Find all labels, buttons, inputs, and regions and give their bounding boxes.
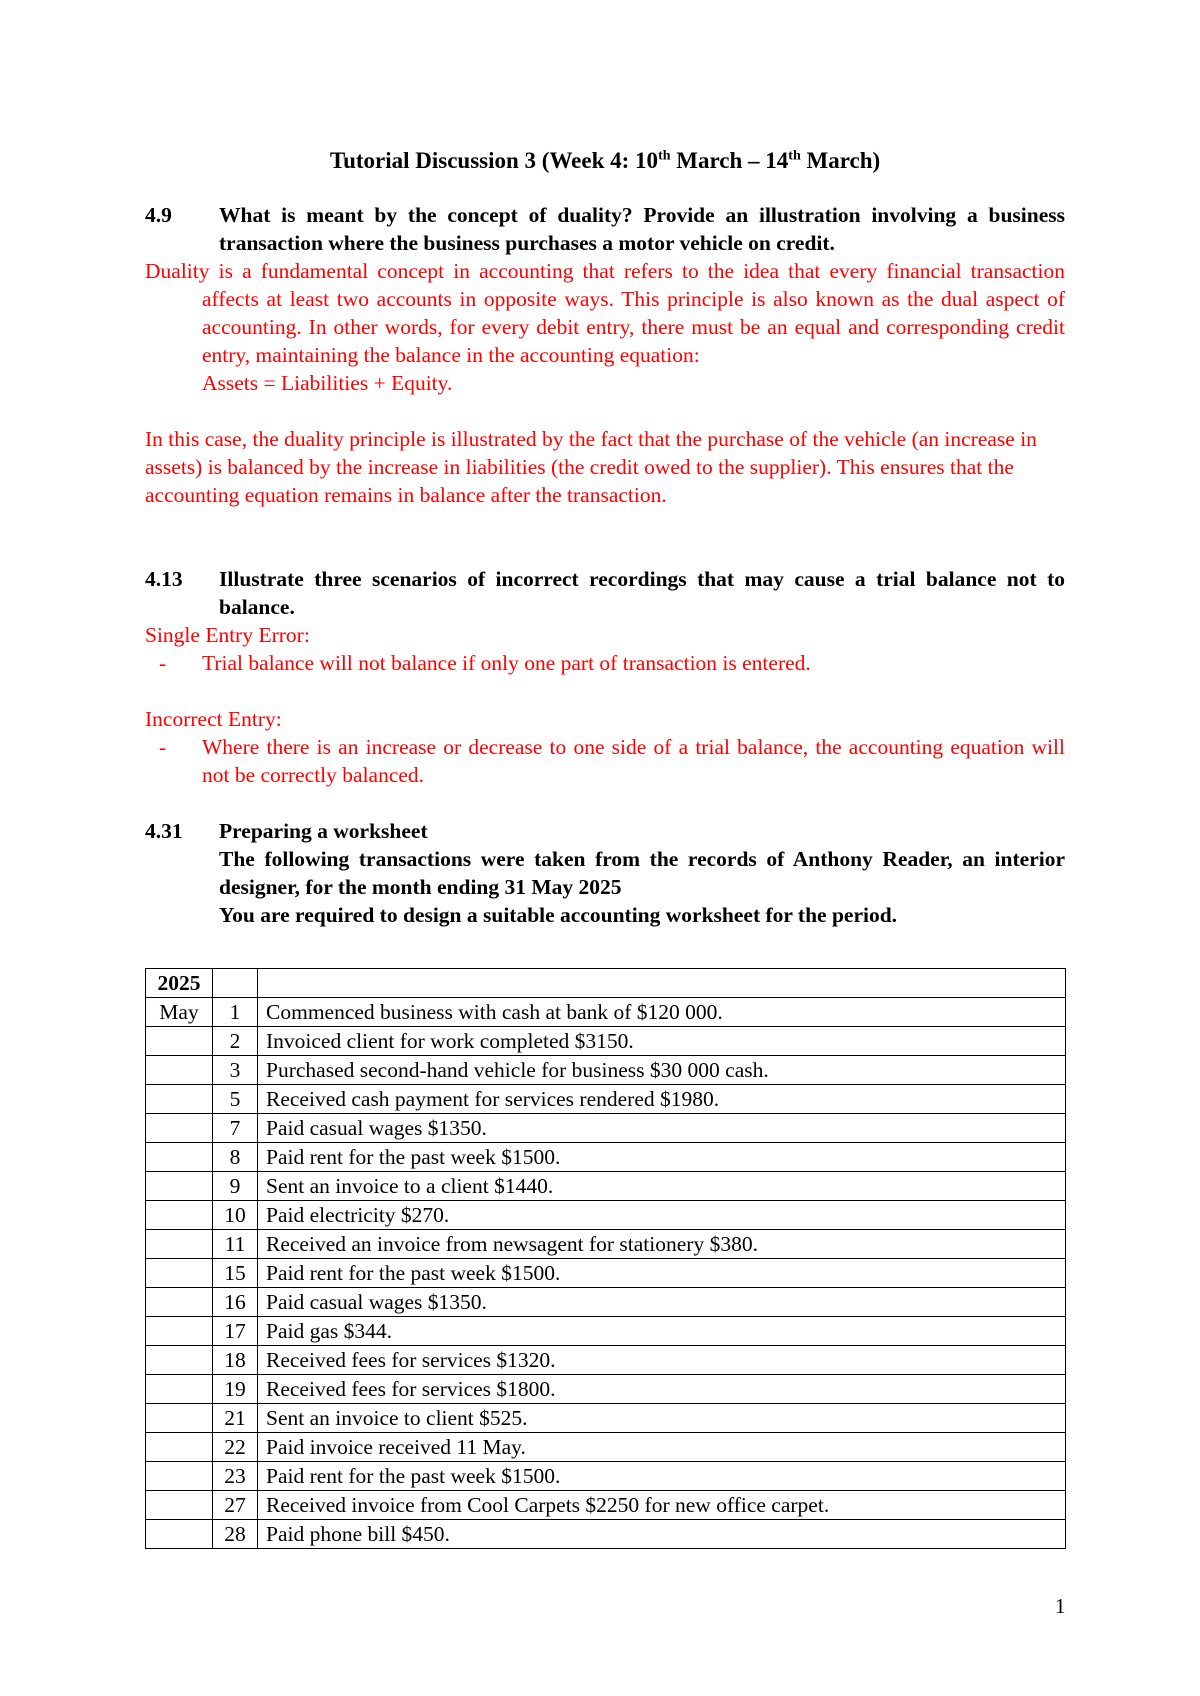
scenario-bullet <box>145 733 1065 789</box>
month-cell <box>146 1085 213 1114</box>
table-row <box>146 1201 1066 1230</box>
question-4-31 <box>145 817 1065 845</box>
month-cell <box>146 1056 213 1085</box>
day-cell: 27 <box>213 1491 258 1520</box>
table-row <box>146 1085 1066 1114</box>
page-number: 1 <box>1055 1594 1066 1618</box>
day-cell: 17 <box>213 1317 258 1346</box>
month-cell <box>146 1520 213 1549</box>
table-cell <box>213 969 258 998</box>
month-cell <box>146 1346 213 1375</box>
table-row <box>146 1027 1066 1056</box>
day-cell: 9 <box>213 1172 258 1201</box>
transaction-cell: Sent an invoice to a client $1440. <box>258 1172 1066 1201</box>
day-cell: 16 <box>213 1288 258 1317</box>
scenario-bullet <box>145 649 1065 677</box>
day-cell: 5 <box>213 1085 258 1114</box>
month-cell <box>146 1491 213 1520</box>
transaction-cell: Paid electricity $270. <box>258 1201 1066 1230</box>
transaction-cell: Received cash payment for services rendered $1980. <box>258 1085 1066 1114</box>
table-row <box>146 998 1066 1027</box>
answer-4-9-illustration: In this case, the duality principle is illustrated by the fact that the purchase of the vehicle (an increase in assets) is balanced by the increase in liabilities (the credit owed to the supplier). This ensures that the accounting equation remains in balance after the transaction. <box>145 427 1037 507</box>
month-cell <box>146 1259 213 1288</box>
page-title <box>145 145 1065 177</box>
transaction-cell: Sent an invoice to client $525. <box>258 1404 1066 1433</box>
day-cell: 18 <box>213 1346 258 1375</box>
table-row <box>146 1172 1066 1201</box>
question-number: 4.13 <box>145 567 183 591</box>
day-cell: 15 <box>213 1259 258 1288</box>
table-row <box>146 1317 1066 1346</box>
day-cell: 2 <box>213 1027 258 1056</box>
table-row <box>146 1259 1066 1288</box>
table-row <box>146 1114 1066 1143</box>
question-text: Illustrate three scenarios of incorrect recordings that may cause a trial balance not to balance. <box>219 567 1065 619</box>
title-part: Tutorial Discussion 3 (Week 4: 10 <box>329 148 659 173</box>
question-number: 4.31 <box>145 819 183 843</box>
day-cell: 1 <box>213 998 258 1027</box>
question-text: What is meant by the concept of duality? Provide an illustration involving a business transaction where the business purchases a motor vehicle on credit. <box>219 203 1065 255</box>
day-cell: 11 <box>213 1230 258 1259</box>
document-body <box>145 145 1065 929</box>
transaction-cell: Purchased second-hand vehicle for business $30 000 cash. <box>258 1056 1066 1085</box>
day-cell: 3 <box>213 1056 258 1085</box>
year-cell: 2025 <box>146 969 213 998</box>
table-row <box>146 1143 1066 1172</box>
month-cell <box>146 1027 213 1056</box>
transaction-cell: Paid phone bill $450. <box>258 1520 1066 1549</box>
month-cell <box>146 1114 213 1143</box>
question-4-9 <box>145 201 1065 257</box>
transaction-cell: Paid rent for the past week $1500. <box>258 1143 1066 1172</box>
month-cell <box>146 1288 213 1317</box>
table-row <box>146 1491 1066 1520</box>
accounting-equation: Assets = Liabilities + Equity. <box>202 371 453 395</box>
month-cell <box>146 1230 213 1259</box>
bullet-text: Trial balance will not balance if only one part of transaction is entered. <box>202 651 811 675</box>
transaction-cell: Paid rent for the past week $1500. <box>258 1259 1066 1288</box>
transaction-cell: Received fees for services $1320. <box>258 1346 1066 1375</box>
month-cell <box>146 1317 213 1346</box>
question-4-31-instruction <box>145 901 1065 929</box>
table-row <box>146 1346 1066 1375</box>
title-superscript: th <box>658 148 671 164</box>
transaction-cell: Paid rent for the past week $1500. <box>258 1462 1066 1491</box>
bullet-dash: - <box>159 735 167 759</box>
question-text: You are required to design a suitable accounting worksheet for the period. <box>219 903 898 927</box>
day-cell: 23 <box>213 1462 258 1491</box>
transaction-cell: Received invoice from Cool Carpets $2250 for new office carpet. <box>258 1491 1066 1520</box>
transaction-cell: Invoiced client for work completed $3150. <box>258 1027 1066 1056</box>
question-4-13 <box>145 565 1065 621</box>
month-cell <box>146 1404 213 1433</box>
day-cell: 10 <box>213 1201 258 1230</box>
month-cell <box>146 1172 213 1201</box>
question-number: 4.9 <box>145 203 172 227</box>
bullet-dash: - <box>159 651 167 675</box>
day-cell: 7 <box>213 1114 258 1143</box>
month-cell <box>146 1375 213 1404</box>
month-cell <box>146 1143 213 1172</box>
table-row <box>146 1404 1066 1433</box>
transaction-cell: Commenced business with cash at bank of $120 000. <box>258 998 1066 1027</box>
transaction-cell: Paid casual wages $1350. <box>258 1288 1066 1317</box>
transaction-cell: Paid gas $344. <box>258 1317 1066 1346</box>
title-superscript: th <box>788 148 801 164</box>
day-cell: 22 <box>213 1433 258 1462</box>
month-cell <box>146 1433 213 1462</box>
transactions-table <box>145 968 1066 1549</box>
transaction-cell: Received fees for services $1800. <box>258 1375 1066 1404</box>
day-cell: 21 <box>213 1404 258 1433</box>
day-cell: 28 <box>213 1520 258 1549</box>
title-part: March – 14 <box>670 148 789 173</box>
day-cell: 19 <box>213 1375 258 1404</box>
month-cell: May <box>146 998 213 1027</box>
answer-4-9-paragraph: Duality is a fundamental concept in accounting that refers to the idea that every financial transaction affects at least two accounts in opposite ways. This principle is also known as the dual aspect of accounting. In other words, for every debit entry, there must be an equal and corresponding credit entry, maintaining the balance in the accounting equation: <box>145 259 1065 367</box>
bullet-text: Where there is an increase or decrease to one side of a trial balance, the accounting equation will not be correctly balanced. <box>202 735 1065 787</box>
table-row <box>146 1375 1066 1404</box>
table-row <box>146 1056 1066 1085</box>
month-cell <box>146 1462 213 1491</box>
question-text: The following transactions were taken from the records of Anthony Reader, an interior designer, for the month ending 31 May 2025 <box>219 847 1065 899</box>
question-4-31-detail <box>145 845 1065 901</box>
transaction-cell: Paid invoice received 11 May. <box>258 1433 1066 1462</box>
question-heading: Preparing a worksheet <box>219 819 428 843</box>
table-row <box>146 1433 1066 1462</box>
scenario-heading: Single Entry Error: <box>145 623 310 647</box>
scenario-heading: Incorrect Entry: <box>145 707 282 731</box>
table-row <box>146 1520 1066 1549</box>
transaction-cell: Paid casual wages $1350. <box>258 1114 1066 1143</box>
table-row <box>146 1462 1066 1491</box>
transaction-cell: Received an invoice from newsagent for stationery $380. <box>258 1230 1066 1259</box>
table-header-row <box>146 969 1066 998</box>
table-cell <box>258 969 1066 998</box>
title-part: March) <box>800 148 881 173</box>
day-cell: 8 <box>213 1143 258 1172</box>
month-cell <box>146 1201 213 1230</box>
table-row <box>146 1288 1066 1317</box>
table-row <box>146 1230 1066 1259</box>
